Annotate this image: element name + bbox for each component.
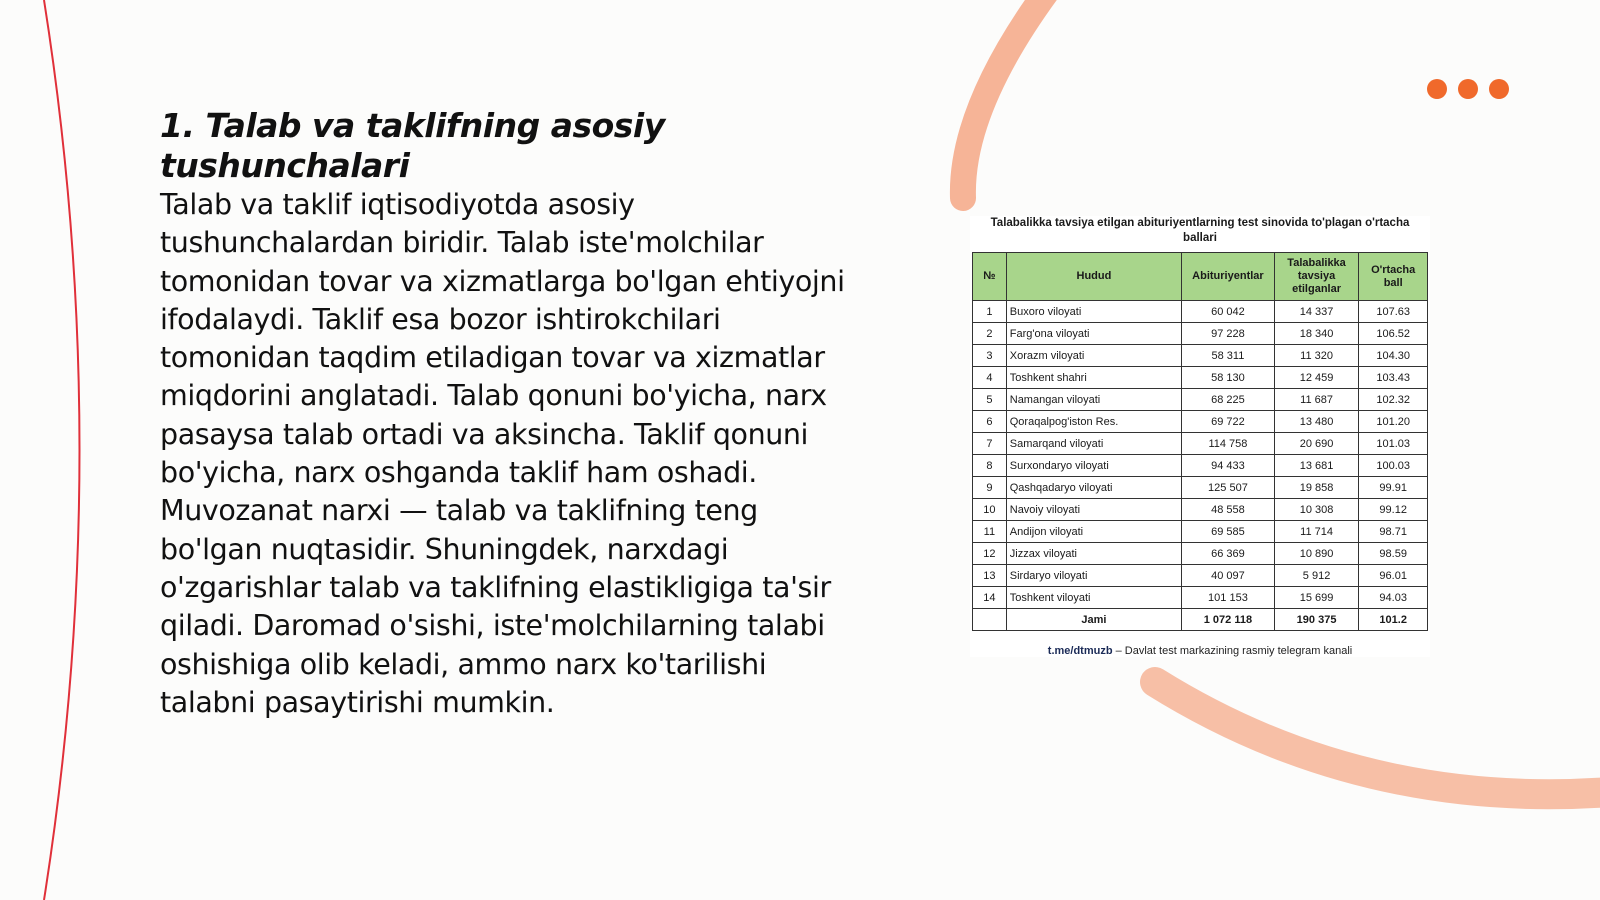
row-avg-cell: 102.32 [1359, 389, 1428, 411]
row-applicants-cell: 66 369 [1182, 543, 1275, 565]
dot-icon [1489, 79, 1509, 99]
row-recommended-cell: 10 308 [1274, 499, 1359, 521]
row-num-cell: 7 [973, 433, 1007, 455]
table-row [973, 433, 1428, 455]
row-recommended-cell: 13 480 [1274, 411, 1359, 433]
table-source [970, 645, 1430, 657]
dot-icon [1427, 79, 1447, 99]
row-avg-cell: 101.20 [1359, 411, 1428, 433]
row-avg-cell: 96.01 [1359, 565, 1428, 587]
row-recommended-cell: 11 714 [1274, 521, 1359, 543]
total-label: Jami [1006, 609, 1181, 631]
row-num-cell: 3 [973, 345, 1007, 367]
row-region-cell: Qoraqalpog'iston Res. [1006, 411, 1181, 433]
row-region-cell: Jizzax viloyati [1006, 543, 1181, 565]
slide-body-text: Talab va taklif iqtisodiyotda asosiy tushunchalardan biridir. Talab iste'molchilar tomonidan tovar va xizmatlarga bo'lgan ehtiyojni ifodalaydi. Taklif esa bozor ishtirokchilari tomonidan taqdim etiladigan tovar va xizmatlar miqdorini anglatadi. Talab qonuni bo'yicha, narx pasaysa talab ortadi va aksincha. Taklif qonuni bo'yicha, narx oshganda taklif ham oshadi. Muvozanat narxi — talab va taklifning teng bo'lgan nuqtasidir. Shuningdek, narxdagi o'zgarishlar talab va taklifning elastikligiga ta'sir qiladi. Daromad o'sishi, iste'molchilarning talabi oshishiga olib keladi, ammo narx ko'tarilishi talabni pasaytirishi mumkin. [160, 188, 845, 719]
row-applicants-cell: 40 097 [1182, 565, 1275, 587]
three-dots-decoration [1427, 79, 1509, 99]
table-image [970, 216, 1430, 657]
row-applicants-cell: 114 758 [1182, 433, 1275, 455]
row-avg-cell: 100.03 [1359, 455, 1428, 477]
table-body [973, 301, 1428, 609]
row-region-cell: Farg'ona viloyati [1006, 323, 1181, 345]
header-applicants: Abituriyentlar [1182, 253, 1275, 301]
header-num: № [973, 253, 1007, 301]
row-region-cell: Samarqand viloyati [1006, 433, 1181, 455]
slide-title: 1. Talab va taklifning asosiy tushunchalari [160, 106, 665, 185]
row-applicants-cell: 125 507 [1182, 477, 1275, 499]
row-num-cell: 13 [973, 565, 1007, 587]
left-red-curve [44, 0, 80, 900]
row-avg-cell: 99.12 [1359, 499, 1428, 521]
total-avg: 101.2 [1359, 609, 1428, 631]
row-num-cell: 4 [973, 367, 1007, 389]
table-header-row [973, 253, 1428, 301]
row-region-cell: Qashqadaryo viloyati [1006, 477, 1181, 499]
row-num-cell: 2 [973, 323, 1007, 345]
source-text: – Davlat test markazining rasmiy telegram kanali [1112, 645, 1353, 657]
row-recommended-cell: 12 459 [1274, 367, 1359, 389]
row-num-cell: 10 [973, 499, 1007, 521]
row-num-cell: 6 [973, 411, 1007, 433]
row-recommended-cell: 11 320 [1274, 345, 1359, 367]
header-avg: O'rtacha ball [1359, 253, 1428, 301]
table-row [973, 477, 1428, 499]
row-num-cell: 14 [973, 587, 1007, 609]
dot-icon [1458, 79, 1478, 99]
row-applicants-cell: 69 722 [1182, 411, 1275, 433]
table-caption: Talabalikka tavsiya etilgan abituriyentlarning test sinovida to'plagan o'rtacha ballari [990, 217, 1410, 244]
row-applicants-cell: 60 042 [1182, 301, 1275, 323]
table-row [973, 521, 1428, 543]
row-avg-cell: 103.43 [1359, 367, 1428, 389]
row-avg-cell: 99.91 [1359, 477, 1428, 499]
row-recommended-cell: 15 699 [1274, 587, 1359, 609]
row-applicants-cell: 68 225 [1182, 389, 1275, 411]
row-applicants-cell: 58 311 [1182, 345, 1275, 367]
row-recommended-cell: 10 890 [1274, 543, 1359, 565]
row-avg-cell: 98.59 [1359, 543, 1428, 565]
total-applicants: 1 072 118 [1182, 609, 1275, 631]
row-avg-cell: 101.03 [1359, 433, 1428, 455]
row-region-cell: Sirdaryo viloyati [1006, 565, 1181, 587]
row-num-cell: 11 [973, 521, 1007, 543]
row-recommended-cell: 19 858 [1274, 477, 1359, 499]
table-row [973, 389, 1428, 411]
header-region: Hudud [1006, 253, 1181, 301]
row-region-cell: Buxoro viloyati [1006, 301, 1181, 323]
row-region-cell: Andijon viloyati [1006, 521, 1181, 543]
row-applicants-cell: 69 585 [1182, 521, 1275, 543]
bottom-orange-arc [1155, 682, 1600, 794]
row-applicants-cell: 48 558 [1182, 499, 1275, 521]
total-num-cell [973, 609, 1007, 631]
row-num-cell: 8 [973, 455, 1007, 477]
table-row [973, 543, 1428, 565]
row-avg-cell: 94.03 [1359, 587, 1428, 609]
row-region-cell: Surxondaryo viloyati [1006, 455, 1181, 477]
row-num-cell: 12 [973, 543, 1007, 565]
row-avg-cell: 106.52 [1359, 323, 1428, 345]
header-recommended: Talabalikka tavsiya etilganlar [1274, 253, 1359, 301]
row-region-cell: Toshkent viloyati [1006, 587, 1181, 609]
row-recommended-cell: 18 340 [1274, 323, 1359, 345]
total-recommended: 190 375 [1274, 609, 1359, 631]
row-recommended-cell: 20 690 [1274, 433, 1359, 455]
row-region-cell: Namangan viloyati [1006, 389, 1181, 411]
row-avg-cell: 98.71 [1359, 521, 1428, 543]
row-recommended-cell: 13 681 [1274, 455, 1359, 477]
table-row [973, 323, 1428, 345]
row-applicants-cell: 97 228 [1182, 323, 1275, 345]
table-row [973, 301, 1428, 323]
scores-table [972, 252, 1428, 631]
row-num-cell: 5 [973, 389, 1007, 411]
table-row [973, 411, 1428, 433]
row-avg-cell: 104.30 [1359, 345, 1428, 367]
row-applicants-cell: 101 153 [1182, 587, 1275, 609]
row-region-cell: Xorazm viloyati [1006, 345, 1181, 367]
table-total-row [973, 609, 1428, 631]
row-num-cell: 1 [973, 301, 1007, 323]
table-row [973, 455, 1428, 477]
row-recommended-cell: 5 912 [1274, 565, 1359, 587]
row-recommended-cell: 14 337 [1274, 301, 1359, 323]
row-num-cell: 9 [973, 477, 1007, 499]
table-row [973, 587, 1428, 609]
row-recommended-cell: 11 687 [1274, 389, 1359, 411]
row-avg-cell: 107.63 [1359, 301, 1428, 323]
table-row [973, 499, 1428, 521]
table-row [973, 565, 1428, 587]
row-applicants-cell: 58 130 [1182, 367, 1275, 389]
source-link: t.me/dtmuzb [1047, 645, 1113, 657]
row-region-cell: Navoiy viloyati [1006, 499, 1181, 521]
row-applicants-cell: 94 433 [1182, 455, 1275, 477]
table-row [973, 345, 1428, 367]
table-row [973, 367, 1428, 389]
row-region-cell: Toshkent shahri [1006, 367, 1181, 389]
top-orange-arc [963, 0, 1048, 198]
